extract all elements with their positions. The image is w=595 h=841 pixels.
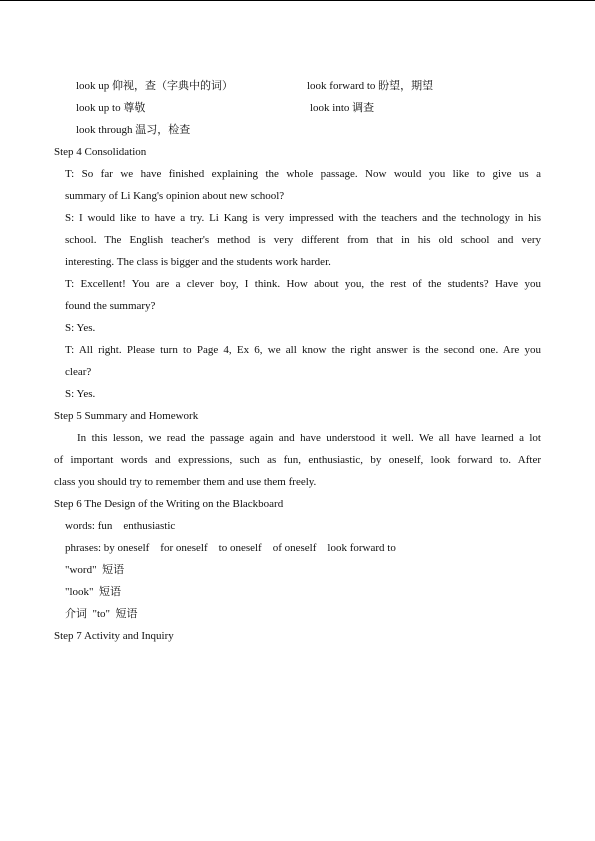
- blackboard-line: "look" 短语: [65, 586, 122, 598]
- paragraph-line: T: Excellent! You are a clever boy, I think. How about you, the rest of the students? Have you: [65, 278, 541, 290]
- page-top-border: [0, 0, 595, 1]
- blackboard-line: 介词 "to" 短语: [65, 608, 138, 620]
- paragraph-line: summary of Li Kang's opinion about new school?: [65, 190, 285, 202]
- paragraph-line: interesting. The class is bigger and the students work harder.: [65, 256, 331, 268]
- paragraph-line: class you should try to remember them and use them freely.: [54, 476, 317, 488]
- vocab-item: look up to 尊敬: [76, 102, 146, 114]
- paragraph-line: In this lesson, we read the passage again and have understood it well. We all have learned a lot: [77, 432, 541, 444]
- paragraph-line: T: All right. Please turn to Page 4, Ex 6, we all know the right answer is the second one. Are you: [65, 344, 541, 356]
- paragraph-line: school. The English teacher's method is very different from that in his old school and very: [65, 234, 541, 246]
- vocab-item: look forward to 盼望，期望: [307, 80, 434, 92]
- vocab-item: look up 仰视，查（字典中的词）: [76, 80, 234, 92]
- vocab-item: look into 调查: [310, 102, 375, 114]
- step6-heading: Step 6 The Design of the Writing on the Blackboard: [54, 498, 284, 510]
- step5-heading: Step 5 Summary and Homework: [54, 410, 199, 422]
- blackboard-line: phrases: by oneself for oneself to oneself of oneself look forward to: [65, 542, 396, 554]
- paragraph-line: T: So far we have finished explaining the whole passage. Now would you like to give us a: [65, 168, 541, 180]
- step7-heading: Step 7 Activity and Inquiry: [54, 630, 174, 642]
- blackboard-line: words: fun enthusiastic: [65, 520, 176, 532]
- step4-heading: Step 4 Consolidation: [54, 146, 147, 158]
- paragraph-line: S: I would like to have a try. Li Kang is very impressed with the teachers and the technology in his: [65, 212, 541, 224]
- paragraph-line: found the summary?: [65, 300, 156, 312]
- paragraph-line: S: Yes.: [65, 322, 96, 334]
- paragraph-line: S: Yes.: [65, 388, 96, 400]
- paragraph-line: clear?: [65, 366, 92, 378]
- vocab-item: look through 温习，检查: [76, 124, 191, 136]
- paragraph-line: of important words and expressions, such as fun, enthusiastic, by oneself, look forward to. After: [54, 454, 541, 466]
- blackboard-line: "word" 短语: [65, 564, 125, 576]
